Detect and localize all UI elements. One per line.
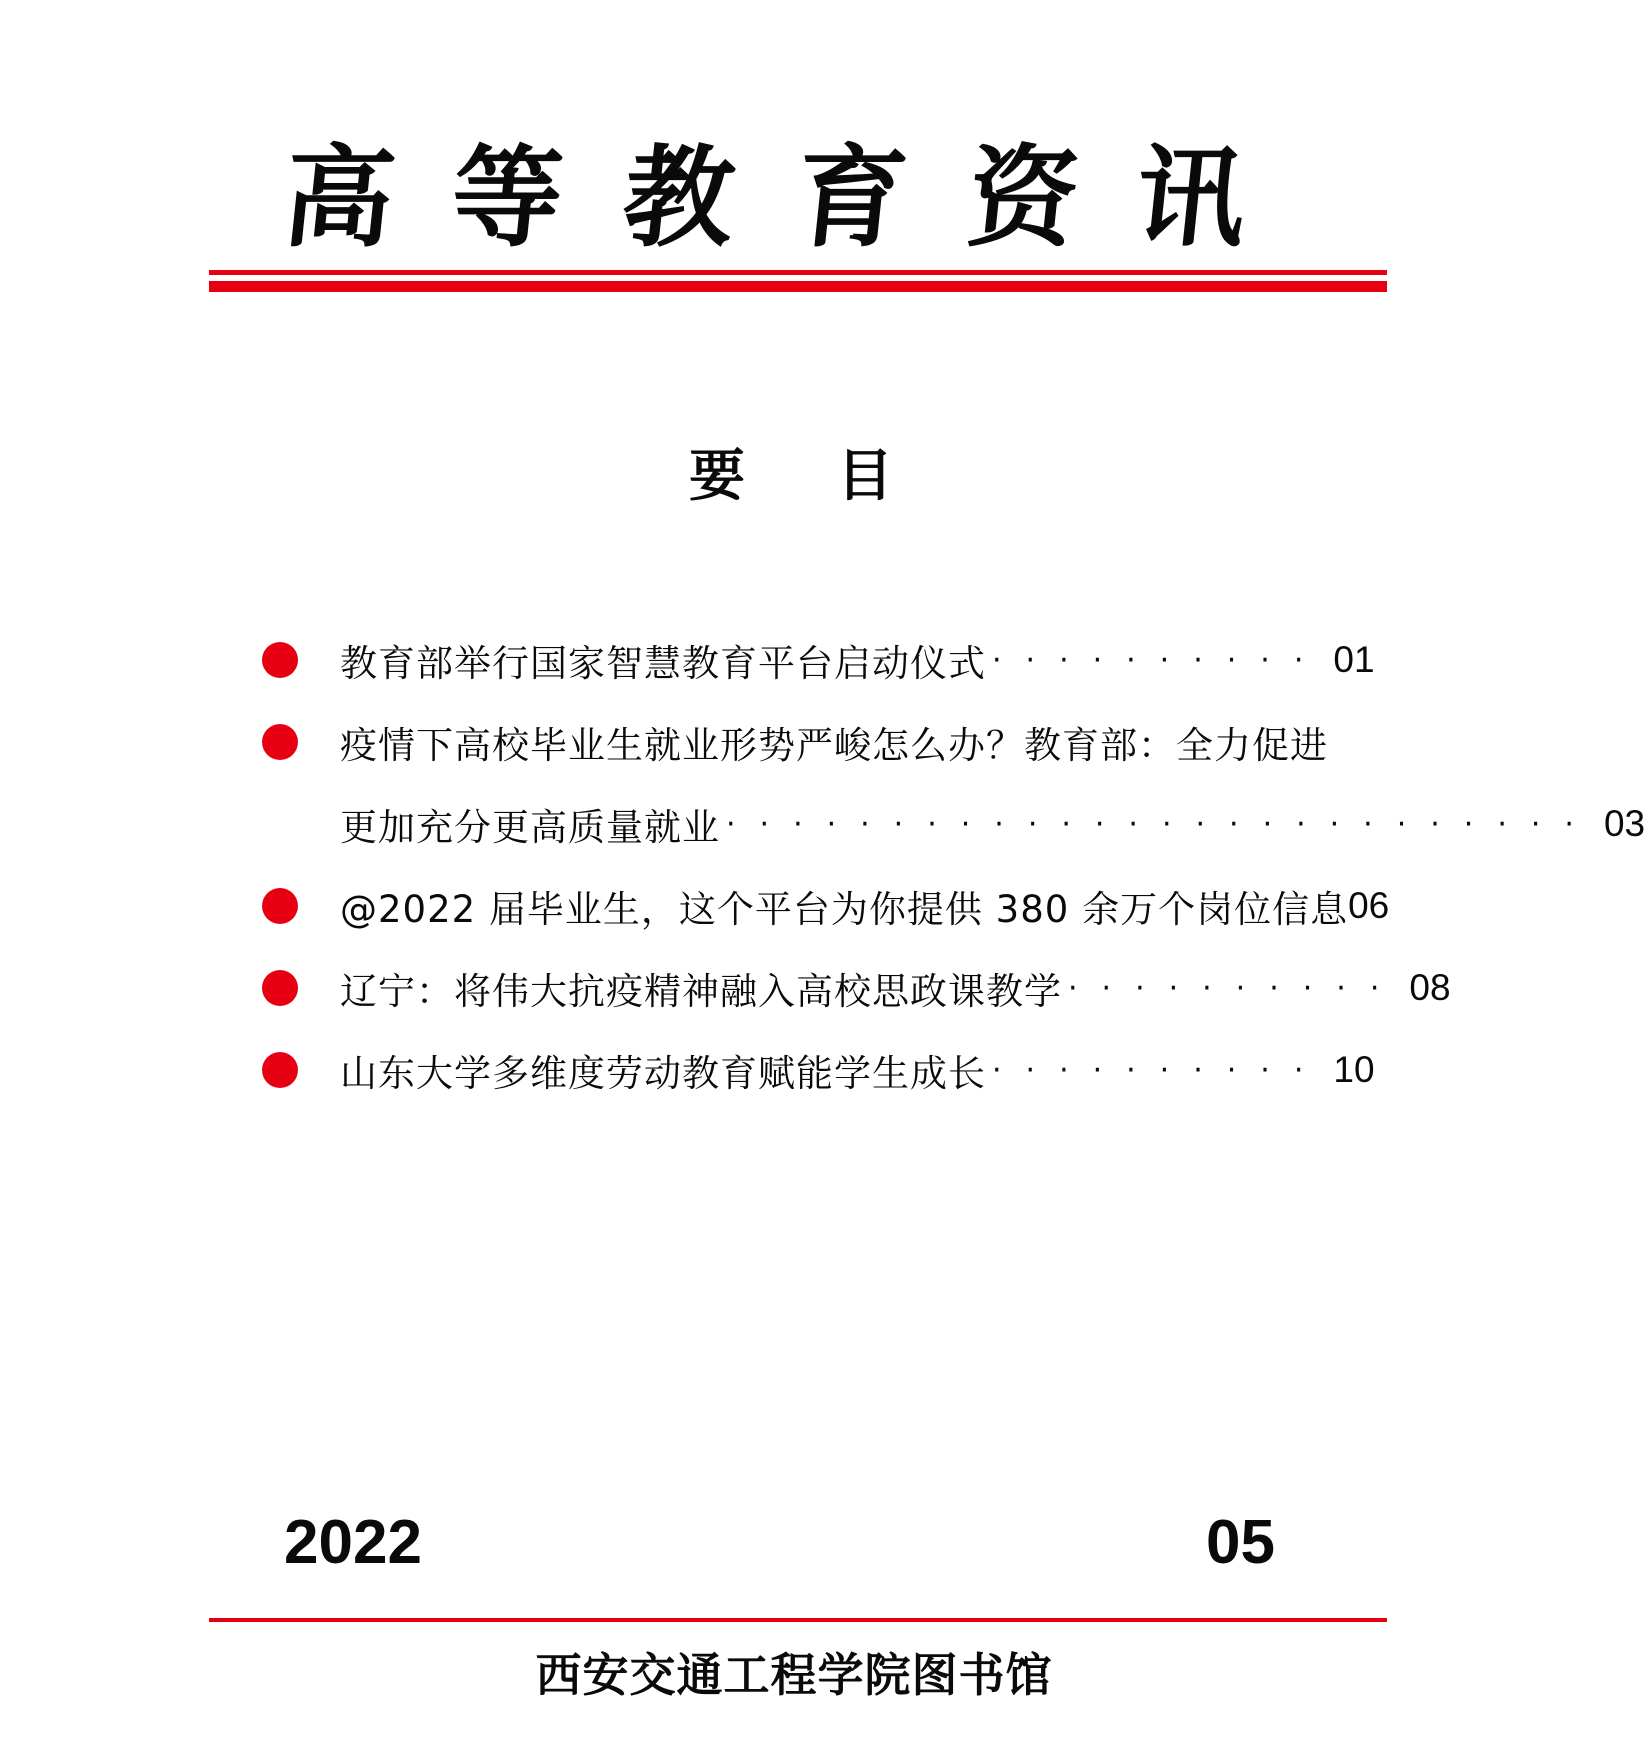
masthead-rule-thin [209,270,1387,275]
toc-title: 疫情下高校毕业生就业形势严峻怎么办？教育部：全力促进 [340,724,1328,767]
toc-page-number: 01 [1333,639,1375,680]
toc-leader: ·········· [992,642,1328,678]
masthead-char: 资 [961,133,1085,262]
toc-leader: ·························· [726,806,1598,842]
masthead-title [209,128,1387,268]
toc-line [340,714,1370,770]
bullet-dot-icon [262,970,298,1006]
contents-heading-char: 要 [689,443,745,509]
masthead-char: 等 [445,133,569,262]
contents-heading [689,436,909,516]
masthead-char: 高 [277,133,401,262]
toc-leader: ·········· [992,1052,1328,1088]
toc-page-number: 10 [1333,1049,1375,1090]
toc-line [340,796,1645,852]
toc-line [340,878,1390,934]
toc-page-number: 08 [1409,967,1451,1008]
issue-year: 2022 [284,1508,422,1577]
toc-line [340,960,1451,1016]
masthead-char: 育 [789,133,913,262]
masthead-char: 讯 [1129,133,1253,262]
issue-number: 05 [1206,1508,1275,1577]
toc-leader: ·········· [1068,970,1404,1006]
toc-title: 山东大学多维度劳动教育赋能学生成长 [340,1052,986,1095]
toc-line [340,632,1375,688]
bullet-dot-icon [262,888,298,924]
toc-page-number: 03 [1603,803,1645,844]
toc-title: @2022 届毕业生，这个平台为你提供 380 余万个岗位信息 [340,888,1349,931]
toc-title-continued: 更加充分更高质量就业 [340,806,720,849]
masthead-char: 教 [617,133,741,262]
bullet-dot-icon [262,724,298,760]
publisher-name: 西安交通工程学院图书馆 [535,1648,1053,1702]
bullet-dot-icon [262,642,298,678]
masthead-rule-thick [209,281,1387,292]
toc-title: 辽宁：将伟大抗疫精神融入高校思政课教学 [340,970,1062,1013]
contents-heading-char: 目 [837,443,893,509]
toc-title: 教育部举行国家智慧教育平台启动仪式 [340,642,986,685]
toc-line [340,1042,1375,1098]
toc-page-number: 06 [1348,885,1390,926]
bullet-dot-icon [262,1052,298,1088]
footer-rule [209,1618,1387,1622]
